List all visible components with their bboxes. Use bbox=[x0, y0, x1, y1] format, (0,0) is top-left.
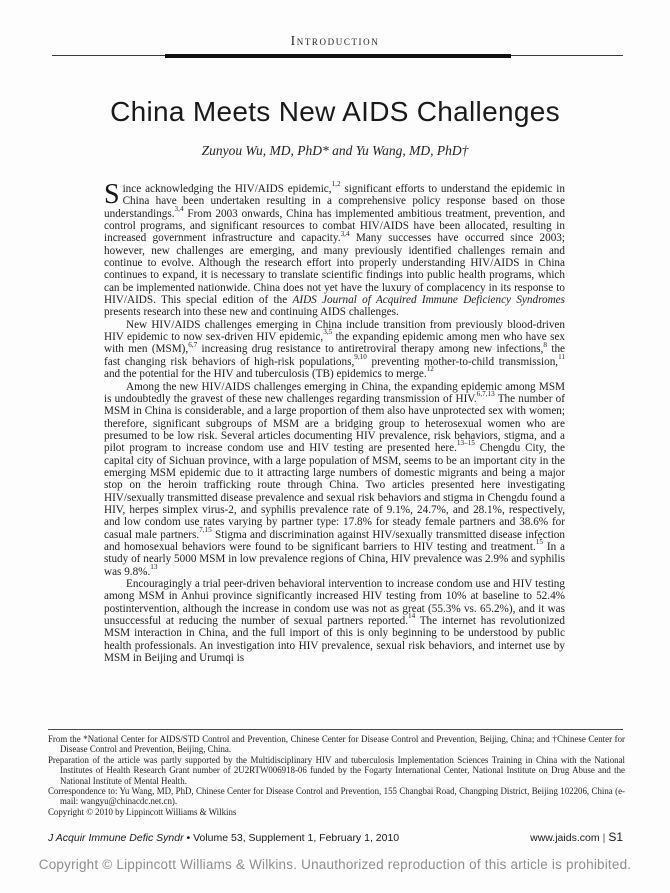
journal-issue: • Volume 53, Supplement 1, February 1, 2010 bbox=[183, 832, 400, 844]
journal-website: www.jaids.com bbox=[530, 832, 600, 844]
journal-name: J Acquir Immune Defic Syndr bbox=[48, 832, 184, 844]
section-header: Introduction bbox=[290, 33, 380, 48]
paragraph-4: Encouragingly a trial peer-driven behavioral intervention to increase condom use and HIV testing among MSM in Anhui province significantly increased HIV testing from 10% at baseline to 52.4% postintervention, although the increase in condom use was not as great (55.3% vs. 65.2%), and it was unsuccessful at reducing the number of sexual partners reported.$^{14}$ The internet has revolutionized MSM interaction in China, and the full import of this is only beginning to be understood by public health professionals. An investigation into HIV prevalence, sexual risk behaviors, and internet use by MSM in Beijing and Urumqi is bbox=[104, 578, 565, 665]
article-title: China Meets New AIDS Challenges bbox=[110, 96, 560, 127]
footnote-affiliations: From the *National Center for AIDS/STD Control and Prevention, Chinese Center for Disease Control and Prevention, Beijing, China; and †Chinese Center for Disease Control and Prevention, Beijing, China. bbox=[48, 734, 625, 755]
footer-right bbox=[530, 830, 623, 844]
footer-separator: | bbox=[602, 832, 606, 844]
footnote-funding: Preparation of the article was partly supported by the Multidisciplinary HIV and tuberculosis Implementation Sciences Training in China with the National Institutes of Health Research Grant number of 2U2RTW006918-06 funded by the Fogarty International Center, National Institute on Drug Abuse and the National Institute of Mental Health. bbox=[48, 754, 625, 786]
article-body bbox=[104, 179, 566, 665]
footnote-copyright: Copyright © 2010 by Lippincott Williams & Wilkins bbox=[48, 806, 237, 817]
page-number: S1 bbox=[608, 830, 623, 844]
paragraph-1-text: ince acknowledging the HIV/AIDS epidemic,$^{1,2}$ significant efforts to understand the epidemic in China have been undertaken resulting in a comprehensive policy response based on those understandings.$^{3,4}$ From 2003 onwards, China has implemented ambitious treatment, prevention, and control programs, and significant resources to combat HIV/AIDS have been allocated, resulting in increased government infrastructure and capacity.$^{3,4}$ Many successes have occurred since 2003; however, new challenges are emerging, and many previously identified challenges remain and continue to evolve. Although the research effort into properly understanding HIV/AIDS in China continues to expand, it is necessary to translate scientific findings into public health programs, which can be implemented nationwide. China does not yet have the luxury of complacency in its response to HIV/AIDS. This special edition of the AIDS Journal of Acquired Immune Deficiency Syndromes presents research into these new and continuing AIDS challenges. bbox=[104, 180, 565, 319]
header-rule bbox=[52, 54, 623, 58]
authors-line: Zunyou Wu, MD, PhD* and Yu Wang, MD, PhD† bbox=[201, 143, 469, 158]
footnotes-block bbox=[48, 734, 625, 817]
journal-citation bbox=[48, 832, 399, 844]
paragraph-3: Among the new HIV/AIDS challenges emerging in China, the expanding epidemic among MSM is undoubtedly the gravest of these new challenges regarding transmission of HIV.$^{6,7,13}$ The number of MSM in China is considerable, and a large proportion of them also have unprotected sex with women; therefore, significant subgroups of MSM are a bridging group to heterosexual women who are presumed to be low risk. Several articles documenting HIV prevalence, risk behaviors, stigma, and a pilot program to increase condom use and HIV testing are presented here.$^{13-15}$ Chengdu City, the capital city of Sichuan province, with a large population of MSM, seems to be an important city in the emerging MSM epidemic due to it attracting large numbers of domestic migrants and being a major stop on the heroin trafficking route through China. Two articles presented here investigating HIV/sexually transmitted disease prevalence and sexual risk behaviors and stigma in Chengdu found a HIV, herpes simplex virus-2, and syphilis prevalence rate of 9.1%, 24.7%, and 28.1%, respectively, and low condom use rates varying by partner type: 17.8% for steady female partners and 38.6% for casual male partners.$^{7,15}$ Stigma and discrimination against HIV/sexually transmitted disease infection and homosexual behaviors were found to be significant barriers to HIV testing and treatment.$^{15}$ In a study of nearly 5000 MSM in low prevalence regions of China, HIV prevalence was 2.9% and syphilis was 9.8%.$^{13}$ bbox=[104, 380, 565, 578]
footnote-rule bbox=[48, 729, 623, 730]
paragraph-1 bbox=[104, 179, 565, 319]
paragraph-2: New HIV/AIDS challenges emerging in China include transition from previously blood-driven HIV epidemic to now sex-driven HIV epidemic,$^{3,5}$ the expanding epidemic among men who have sex with men (MSM),$^{6,7}$ increasing drug resistance to antiretroviral therapy among new infections,$^8$ the fast changing risk behaviors of high-risk populations,$^{9,10}$ preventing mother-to-child transmission,$^{11}$ and the potential for the HIV and tuberculosis (TB) epidemics to merge.$^{12}$ bbox=[104, 318, 566, 381]
header-rule-thick bbox=[165, 54, 511, 58]
drop-cap: S bbox=[104, 179, 120, 210]
scan-copyright-notice: Copyright © Lippincott Williams & Wilkins. Unauthorized reproduction of this article is prohibited. bbox=[38, 857, 632, 872]
page-footer bbox=[48, 830, 623, 844]
footnote-correspondence: Correspondence to: Yu Wang, MD, PhD, Chinese Center for Disease Control and Prevention, 155 Changbai Road, Changping District, Beijing 102206, China (e-mail: wangyu@chinacdc.net.cn). bbox=[48, 786, 625, 807]
